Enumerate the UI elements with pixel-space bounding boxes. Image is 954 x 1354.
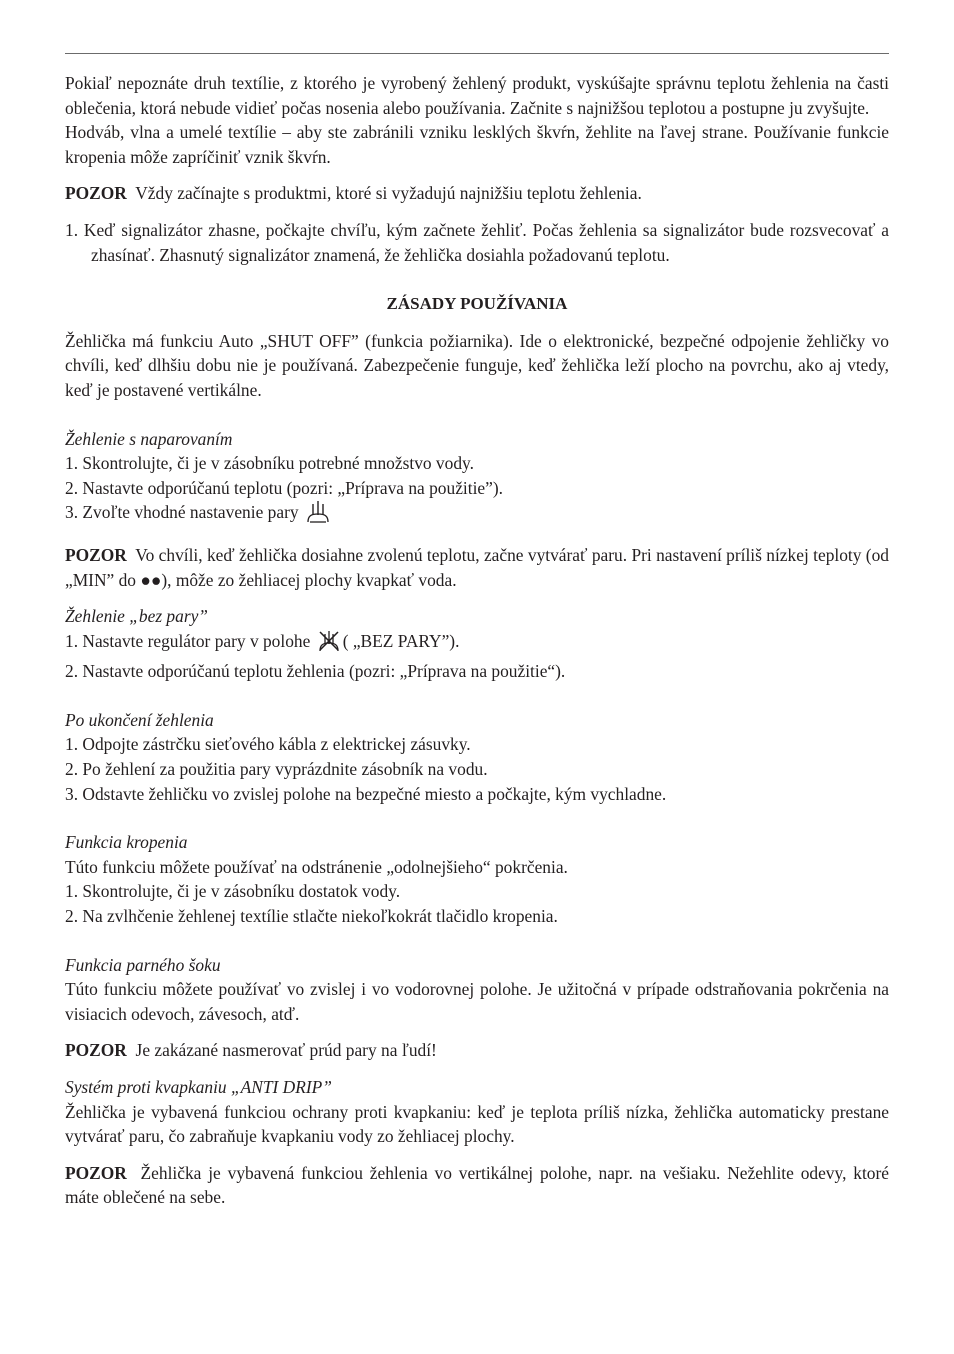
list-item-text: ( „BEZ PARY”). [342, 630, 460, 651]
nosteam-title: Žehlenie „bez pary” [65, 606, 208, 627]
section-heading: ZÁSADY POUŽÍVANIA [386, 294, 568, 314]
list-item: 2. Po žehlení za použitia pary vyprázdnite zásobník na vodu. [65, 759, 488, 780]
antidrip-title: Systém proti kvapkaniu „ANTI DRIP” [65, 1077, 332, 1097]
list-item-steam-setting [65, 500, 889, 531]
caution-text: Žehlička je vybavená funkciou žehlenia vo vertikálnej polohe, napr. na vešiaku. Nežehlite odevy, ktoré máte oblečené na sebe. [65, 1162, 889, 1208]
caution-label: POZOR [65, 1162, 127, 1183]
list-item: 1. Skontrolujte, či je v zásobníku potrebné množstvo vody. [65, 453, 474, 474]
list-item: 3. Odstavte žehličku vo zvislej polohe na bezpečné miesto a počkajte, kým vychladne. [65, 783, 667, 804]
caution-label: POZOR [65, 1040, 127, 1061]
spray-section [65, 830, 889, 928]
caution-paragraph-4 [65, 1161, 889, 1210]
list-item: 1. Skontrolujte, či je v zásobníku dostatok vody. [65, 881, 401, 902]
shock-title: Funkcia parného šoku [65, 954, 221, 975]
shutoff-paragraph: Žehlička má funkciu Auto „SHUT OFF” (funkcia požiarnika). Ide o elektronické, bezpečné odpojenie žehličky vo chvíli, keď dlhšiu dobu nie je používaná. Zabezpečenie funguje, keď žehlička leží plocho na povrchu, ako aj vtedy, keď je postavené vertikálne. [65, 330, 889, 400]
antidrip-text: Žehlička je vybavená funkciou ochrany proti kvapkaniu: keď je teplota príliš nízka, žehlička automaticky prestane vytvárať paru, čo zabraňuje kvapkaniu vody zo žehliacej plochy. [65, 1101, 889, 1147]
steam-section [65, 427, 889, 531]
list-item: 2. Nastavte odporúčanú teplotu žehlenia (pozri: „Príprava na použitie“). [65, 661, 566, 682]
shock-text: Túto funkciu môžete používať vo zvislej i vo vodorovnej polohe. Je užitočná v prípade odstraňovania pokrčenia na visiacich odevoch, závesoch, atď. [65, 979, 889, 1024]
after-ironing-section [65, 708, 889, 806]
list-item-text: 1. Nastavte regulátor pary v polohe [65, 630, 311, 651]
intro-paragraph-1: Pokiaľ nepoznáte druh textílie, z ktorého je vyrobený žehlený produkt, vyskúšajte správnu teplotu žehlenia na časti oblečenia, ktorá nebude vidieť počas nosenia alebo používania. Začnite s najnižšou teplotou a postupne ju zvyšujte. [65, 73, 889, 118]
steam-setting-icon [305, 500, 331, 531]
list-item-text: 3. Zvoľte vhodné nastavenie pary [65, 502, 299, 523]
intro-paragraph-2: Hodváb, vlna a umelé textílie – aby ste zabránili vzniku lesklých škvŕn, žehlite na ľavej strane. Používanie funkcie kropenia môže zapríčiniť vznik škvŕn. [65, 122, 889, 167]
caution-label: POZOR [65, 183, 127, 204]
signal-step: 1. Keď signalizátor zhasne, počkajte chvíľu, kým začnete žehliť. Počas žehlenia sa signalizátor bude rozsvecovať a zhasínať. Zhasnutý signalizátor znamená, že žehlička dosiahla požadovanú teplotu. [65, 219, 889, 265]
caution-text: Vždy začínajte s produktmi, ktoré si vyžadujú najnižšiu teplotu žehlenia. [135, 183, 642, 204]
steam-title: Žehlenie s naparovaním [65, 428, 233, 449]
caution-paragraph-2 [65, 543, 889, 592]
steam-shock-section [65, 953, 889, 1027]
anti-drip-section [65, 1075, 889, 1149]
caution-paragraph-1 [65, 181, 889, 206]
spray-title: Funkcia kropenia [65, 832, 188, 853]
page-content [65, 71, 889, 1210]
list-item: Túto funkciu môžete používať na odstránenie „odolnejšieho“ pokrčenia. [65, 856, 568, 877]
list-item: 2. Na zvlhčenie žehlenej textílie stlačte niekoľkokrát tlačidlo kropenia. [65, 906, 558, 927]
caution-text: Vo chvíli, keď žehlička dosiahne zvolenú teplotu, začne vytvárať paru. Pri nastavení príliš nízkej teploty (od „MIN” do ●●), môže zo žehliacej plochy kvapkať voda. [65, 544, 889, 590]
no-steam-icon [317, 629, 341, 660]
nosteam-section [65, 604, 889, 684]
caution-label: POZOR [65, 544, 127, 565]
caution-text: Je zakázané nasmerovať prúd pary na ľudí! [135, 1040, 437, 1061]
header-rule [65, 53, 889, 54]
list-item: 1. Odpojte zástrčku sieťového kábla z elektrickej zásuvky. [65, 734, 471, 755]
list-item: 2. Nastavte odporúčanú teplotu (pozri: „Príprava na použitie”). [65, 477, 503, 498]
list-item-nosteam [65, 629, 889, 660]
after-title: Po ukončení žehlenia [65, 709, 214, 730]
caution-paragraph-3 [65, 1038, 889, 1063]
